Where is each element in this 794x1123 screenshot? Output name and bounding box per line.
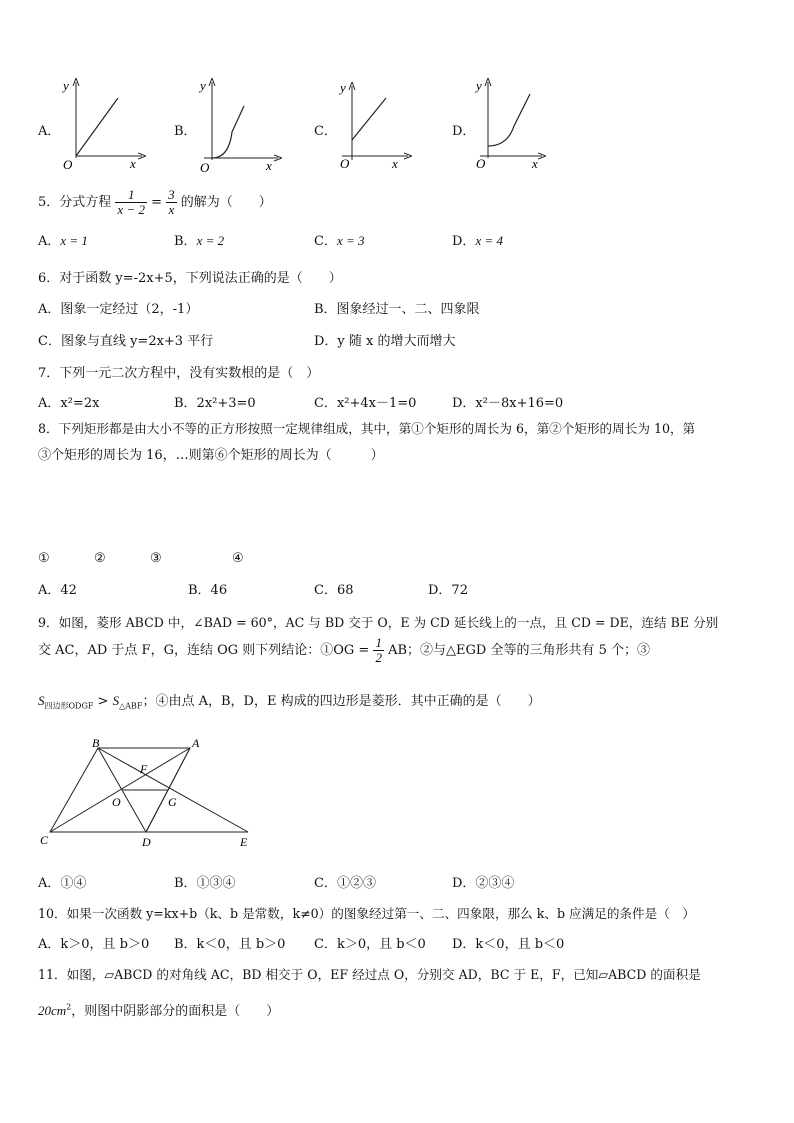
q6-option-c: C．图象与直线 y=2x+3 平行 xyxy=(38,334,214,349)
q4-option-b: B． xyxy=(174,124,197,139)
q6-stem: 6．对于函数 y=-2x+5，下列说法正确的是（ ） xyxy=(38,271,342,286)
q5-stem-post: 的解为（ ） xyxy=(180,195,272,210)
axis-x-label: x xyxy=(130,156,136,171)
area-symbol: S xyxy=(112,693,120,708)
q11-stem-line2 xyxy=(38,1000,279,1019)
fraction-numerator: 1 xyxy=(115,188,147,203)
q10-option-c: C．k＞0，且 b＜0 xyxy=(314,937,426,952)
point-label-f: F xyxy=(140,762,148,776)
q8-option-c: C．68 xyxy=(314,583,354,598)
q9-option-d: D．②③④ xyxy=(452,876,515,891)
origin-label: O xyxy=(340,156,350,171)
q9-line3-rest: ；④由点 A，B，D，E 构成的四边形是菱形．其中正确的是（ ） xyxy=(142,694,541,709)
area-value: 20cm xyxy=(38,1003,67,1018)
q8-label-4: ④ xyxy=(232,551,244,566)
q9-stem-line2 xyxy=(38,636,650,665)
q5-equals: = xyxy=(151,195,163,210)
q5-stem xyxy=(38,188,272,217)
point-label-c: C xyxy=(40,833,49,847)
fraction-numerator: 3 xyxy=(168,187,175,202)
q5-option-c: C．x = 3 xyxy=(314,233,365,249)
fraction-denominator: 2 xyxy=(375,650,382,665)
q6-option-a: A．图象一定经过（2，-1） xyxy=(38,302,199,317)
area-subscript: △ABF xyxy=(119,701,143,711)
q4-option-d: D． xyxy=(452,124,476,139)
origin-label: O xyxy=(476,156,486,170)
q9-option-b: B．①③④ xyxy=(174,876,236,891)
axis-x-label: x xyxy=(392,156,398,171)
axis-y-label: y xyxy=(63,78,69,93)
greater-than: > xyxy=(93,694,113,709)
q4-graph-c xyxy=(336,80,426,172)
q11-stem-line1: 11．如图，▱ABCD 的对角线 AC，BD 相交于 O，EF 经过点 O，分别交 AD，BC 于 E，F，已知▱ABCD 的面积是 xyxy=(38,967,701,982)
axis-y-label: y xyxy=(340,80,346,95)
q11-line2-text: ，则图中阴影部分的面积是（ ） xyxy=(71,1004,280,1019)
fraction-denominator: x xyxy=(168,202,175,217)
q7-option-d: D．x²－8x+16=0 xyxy=(452,396,564,411)
q8-label-1: ① xyxy=(38,551,50,566)
q4-graph-a xyxy=(60,76,150,172)
q8-stem-line2: ③个矩形的周长为 16，…则第⑥个矩形的周长为（ ） xyxy=(38,448,384,463)
q5-fraction-1 xyxy=(115,188,147,217)
q8-option-d: D．72 xyxy=(428,583,468,598)
q7-option-c: C．x²+4x－1=0 xyxy=(314,396,417,411)
q7-option-b: B．2x²+3=0 xyxy=(174,396,256,411)
point-label-b: B xyxy=(92,736,100,750)
q8-option-a: A．42 xyxy=(38,583,77,598)
axis-x-label: x xyxy=(266,158,272,172)
q6-option-b: B．图象经过一、二、四象限 xyxy=(314,302,480,317)
q9-line2-text-a: 交 AC，AD 于点 F，G，连结 OG 则下列结论：①OG = xyxy=(38,643,370,658)
origin-label: O xyxy=(200,160,210,172)
axis-y-label: y xyxy=(200,78,206,93)
fraction-denominator: x − 2 xyxy=(117,202,145,217)
point-label-d: D xyxy=(142,835,151,849)
q4-option-c: C． xyxy=(314,124,337,139)
q5-stem-pre: 5．分式方程 xyxy=(38,195,112,210)
q9-rhombus-figure xyxy=(36,734,266,854)
point-label-g: G xyxy=(168,795,177,809)
q5-option-d: D．x = 4 xyxy=(452,233,503,249)
area-symbol: S xyxy=(38,693,45,708)
fraction-numerator: 1 xyxy=(375,635,382,650)
q7-option-a: A．x²=2x xyxy=(38,396,100,411)
axis-y-label: y xyxy=(476,78,482,93)
q8-label-2: ② xyxy=(94,551,106,566)
q10-option-a: A．k＞0，且 b＞0 xyxy=(38,937,150,952)
q8-label-3: ③ xyxy=(150,551,162,566)
axis-x-label: x xyxy=(532,156,538,170)
q9-line2-text-b: AB；②与△EGD 全等的三角形共有 5 个；③ xyxy=(388,643,651,658)
q5-option-a: A．x = 1 xyxy=(38,233,88,249)
point-label-o: O xyxy=(112,795,121,809)
q9-stem-line1: 9．如图，菱形 ABCD 中，∠BAD = 60°，AC 与 BD 交于 O，E 为 CD 延长线上的一点，且 CD = DE，连结 BE 分别 xyxy=(38,615,719,630)
q9-stem-line3 xyxy=(38,690,541,712)
q10-option-b: B．k＜0，且 b＞0 xyxy=(174,937,286,952)
q9-option-c: C．①②③ xyxy=(314,876,376,891)
point-label-e: E xyxy=(240,835,248,849)
origin-label: O xyxy=(63,157,73,172)
area-unit-exponent: 2 xyxy=(66,1002,72,1012)
area-subscript: 四边形ODGF xyxy=(44,701,94,711)
q8-option-b: B．46 xyxy=(188,583,228,598)
q6-option-d: D．y 随 x 的增大而增大 xyxy=(314,334,456,349)
q8-stem-line1: 8．下列矩形都是由大小不等的正方形按照一定规律组成，其中，第①个矩形的周长为 6，第②个矩形的周长为 10，第 xyxy=(38,421,696,436)
q10-option-d: D．k＜0，且 b＜0 xyxy=(452,937,565,952)
q7-stem: 7．下列一元二次方程中，没有实数根的是（ ） xyxy=(38,366,320,381)
q10-stem: 10．如果一次函数 y=kx+b（k、b 是常数，k≠0）的图象经过第一、二、四象限，那么 k、b 应满足的条件是（ ） xyxy=(38,906,695,921)
point-label-a: A xyxy=(192,736,200,750)
q9-option-a: A．①④ xyxy=(38,876,87,891)
q5-fraction-2 xyxy=(166,188,177,217)
q9-fraction xyxy=(373,636,384,665)
q5-option-b: B．x = 2 xyxy=(174,233,225,249)
q4-graph-b xyxy=(198,76,288,172)
q4-graph-d xyxy=(474,76,564,170)
q4-option-a: A． xyxy=(38,124,61,139)
